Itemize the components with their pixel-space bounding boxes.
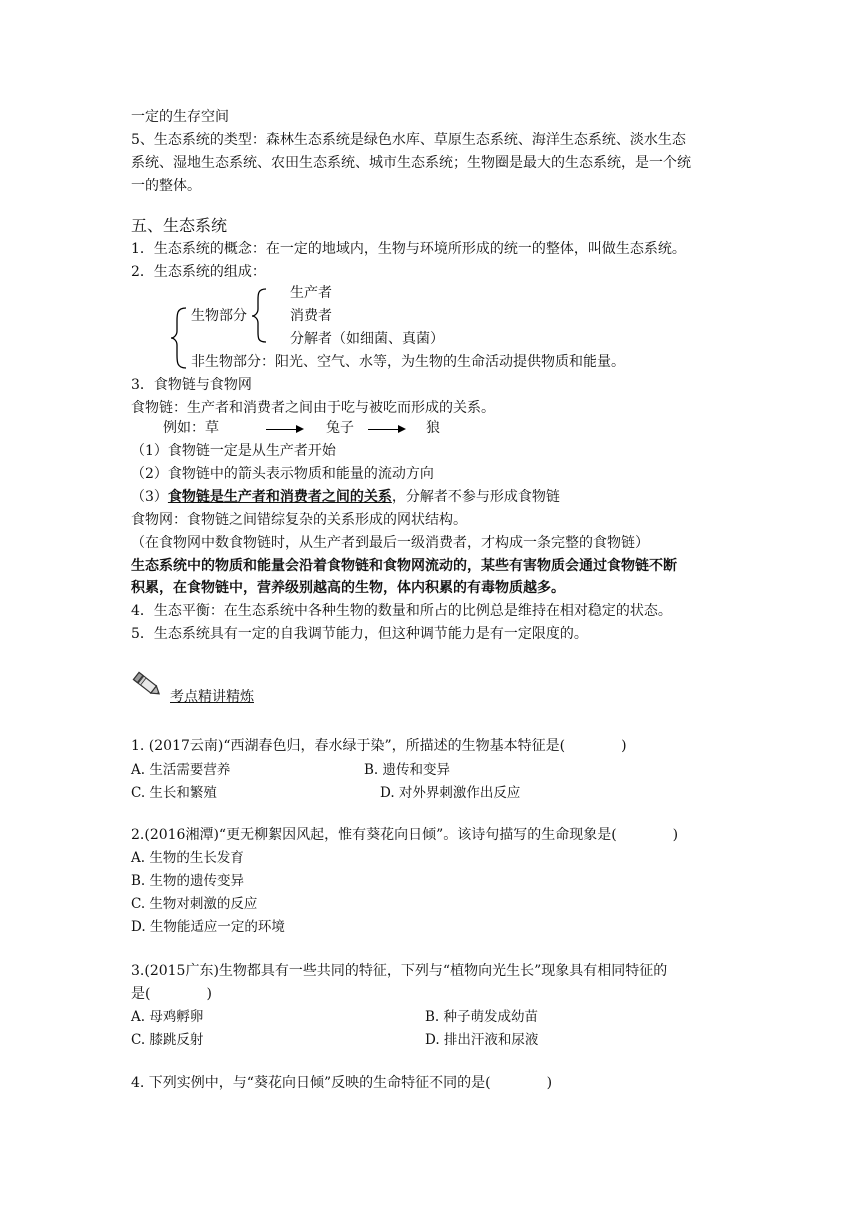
composition-line: 2．生态系统的组成：: [131, 264, 266, 280]
bio-part-label: 生物部分: [191, 308, 247, 324]
concept-line: 1．生态系统的概念：在一定的地域内，生物与环境所形成的统一的整体，叫做生态系统。: [131, 241, 686, 257]
intro-line-4: 一的整体。: [131, 178, 201, 194]
practice-title: 考点精讲精炼: [170, 689, 254, 705]
example-rabbit: 兔子: [326, 420, 354, 436]
q3-stem-1: 3.(2015广东)生物都具有一些共同的特征，下列与“植物向光生长”现象具有相同特征的: [131, 963, 668, 979]
q2-option-a: A. 生物的生长发育: [131, 850, 244, 866]
note-3-bold: 食物链是生产者和消费者之间的关系: [167, 489, 392, 505]
q3-stem-2: 是( ): [131, 986, 212, 1002]
foodchain-definition: 食物链：生产者和消费者之间由于吃与被吃而形成的关系。: [131, 400, 495, 416]
note-3-suffix: ，分解者不参与形成食物链: [391, 489, 560, 505]
q1-stem: 1. (2017云南)“西湖春色归，春水绿于染”，所描述的生物基本特征是( ): [131, 738, 627, 754]
intro-line-3: 系统、湿地生态系统、农田生态系统、城市生态系统；生物圈是最大的生态系统，是一个统: [131, 155, 691, 171]
bold-line-2: 积累，在食物链中，营养级别越高的生物，体内积累的有毒物质越多。: [131, 580, 565, 596]
q2-stem: 2.(2016湘潭)“更无柳絮因风起，惟有葵花向日倾”。该诗句描写的生命现象是( ): [131, 827, 679, 843]
q1-option-c: C. 生长和繁殖: [131, 785, 217, 801]
arrow-icon: [368, 429, 404, 430]
q3-option-a: A. 母鸡孵卵: [131, 1009, 204, 1025]
q3-option-d: D. 排出汗液和尿液: [425, 1032, 539, 1048]
balance-line: 4．生态平衡：在生态系统中各种生物的数量和所占的比例总是维持在相对稳定的状态。: [131, 603, 672, 619]
foodweb-definition: 食物网：食物链之间错综复杂的关系形成的网状结构。: [131, 512, 467, 528]
decomposer-label: 分解者（如细菌、真菌）: [290, 331, 444, 347]
q3-option-c: C. 膝跳反射: [131, 1032, 204, 1048]
note-1: （1）食物链一定是从生产者开始: [131, 443, 336, 459]
pencil-icon: [131, 670, 163, 700]
example-grass: 例如：草: [163, 420, 219, 436]
q3-option-b: B. 种子萌发成幼苗: [425, 1009, 539, 1025]
arrow-icon: [266, 429, 302, 430]
q2-option-b: B. 生物的遗传变异: [131, 873, 245, 889]
intro-line-2: 5、生态系统的类型：森林生态系统是绿色水库、草原生态系统、海洋生态系统、淡水生态: [131, 132, 686, 148]
bold-line-1: 生态系统中的物质和能量会沿着食物链和食物网流动的，某些有害物质会通过食物链不断: [131, 558, 677, 574]
regulation-line: 5．生态系统具有一定的自我调节能力，但这种调节能力是有一定限度的。: [131, 626, 588, 642]
note-3: [131, 487, 560, 507]
q1-option-b: B. 遗传和变异: [364, 762, 451, 778]
intro-line-1: 一定的生存空间: [131, 109, 229, 125]
foodweb-note: （在食物网中数食物链时，从生产者到最后一级消费者，才构成一条完整的食物链）: [131, 535, 649, 551]
note-2: （2）食物链中的箭头表示物质和能量的流动方向: [131, 466, 434, 482]
consumer-label: 消费者: [290, 308, 332, 324]
q4-stem: 4. 下列实例中，与“葵花向日倾”反映的生命特征不同的是( ): [131, 1075, 553, 1091]
section-heading: 五、生态系统: [131, 216, 228, 235]
q1-option-d: D. 对外界刺激作出反应: [380, 785, 521, 801]
foodchain-heading: 3．食物链与食物网: [131, 377, 252, 393]
example-wolf: 狼: [426, 420, 440, 436]
q1-option-a: A. 生活需要营养: [131, 762, 231, 778]
nonbio-label: 非生物部分：阳光、空气、水等，为生物的生命活动提供物质和能量。: [191, 354, 625, 370]
producer-label: 生产者: [290, 285, 332, 301]
note-3-prefix: （3）: [131, 489, 168, 505]
q2-option-c: C. 生物对刺激的反应: [131, 896, 258, 912]
q2-option-d: D. 生物能适应一定的环境: [131, 919, 285, 935]
